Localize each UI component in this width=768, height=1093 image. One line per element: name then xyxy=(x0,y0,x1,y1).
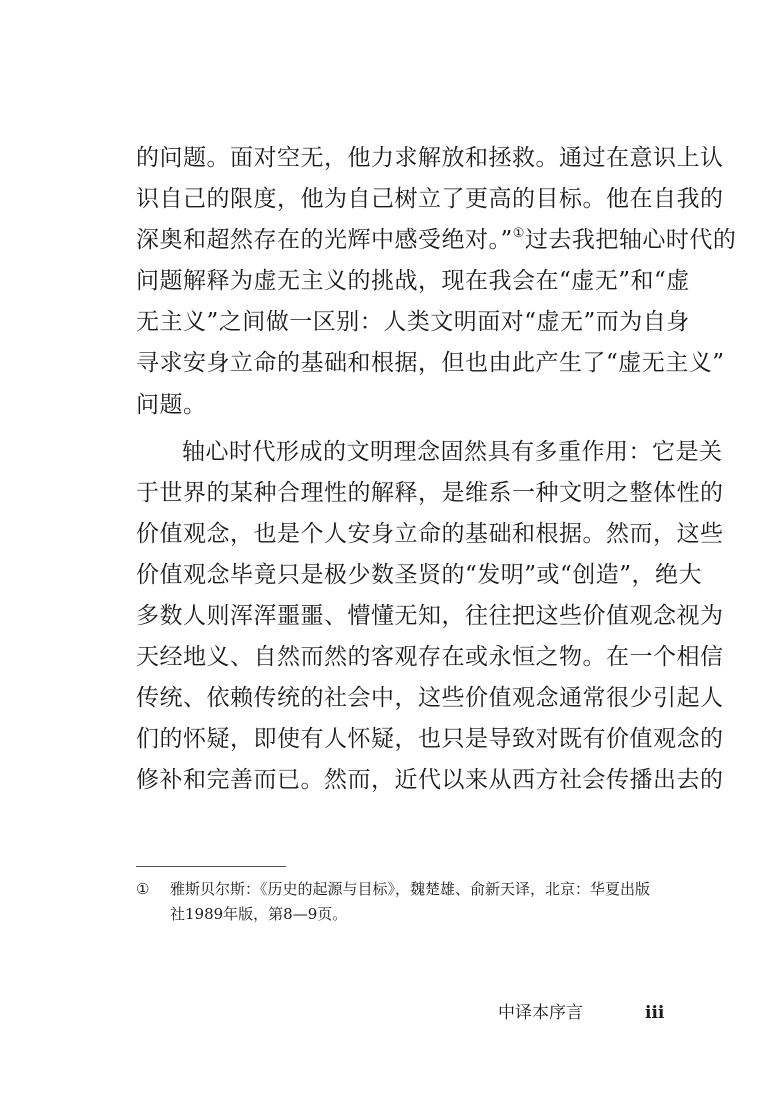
footnote xyxy=(136,877,666,927)
text-line: 传统、依赖传统的社会中，这些价值观念通常很少引起人 xyxy=(136,685,724,712)
text-line xyxy=(136,220,737,261)
text-line: 寻求安身立命的基础和根据，但也由此产生了“虚无主义” xyxy=(136,350,725,377)
text-line: 多数人则浑浑噩噩、懵懂无知，往往把这些价值观念视为 xyxy=(136,603,724,630)
text-line: 无主义”之间做一区别：人类文明面对“虚无”而为自身 xyxy=(136,309,690,336)
text-line: 于世界的某种合理性的解释，是维系一种文明之整体性的 xyxy=(136,479,724,506)
text-line: 轴心时代形成的文明理念固然具有多重作用：它是关 xyxy=(182,438,723,465)
footnote-text xyxy=(170,877,666,927)
footnote-divider xyxy=(136,866,286,867)
text-line: 问题解释为虚无主义的挑战，现在我会在“虚无”和“虚 xyxy=(136,268,690,295)
footnote-line: 雅斯贝尔斯：《历史的起源与目标》，魏楚雄、俞新天译，北京：华夏出版 xyxy=(170,880,651,898)
footnote-number: ① xyxy=(136,880,150,898)
page-number: iii xyxy=(645,1003,665,1023)
text-line-part: 深奥和超然存在的光辉中感受绝对。” xyxy=(136,227,513,254)
text-line: 的问题。面对空无，他力求解放和拯救。通过在意识上认 xyxy=(136,145,724,171)
text-line: 修补和完善而已。然而，近代以来从西方社会传播出去的 xyxy=(136,767,724,794)
text-line: 价值观念，也是个人安身立命的基础和根据。然而，这些 xyxy=(136,520,724,547)
paragraph-1 xyxy=(136,138,737,426)
paragraph-2 xyxy=(136,432,724,802)
body-text xyxy=(136,138,737,802)
text-line: 识自己的限度，他为自己树立了更高的目标。他在自我的 xyxy=(136,186,724,213)
text-line: 天经地义、自然而然的客观存在或永恒之物。在一个相信 xyxy=(136,644,724,671)
running-title: 中译本序言 xyxy=(498,1003,583,1023)
text-line-part: 过去我把轴心时代的 xyxy=(524,227,737,254)
text-line: 们的怀疑，即使有人怀疑，也只是导致对既有价值观念的 xyxy=(136,726,724,753)
text-line: 问题。 xyxy=(136,391,207,418)
footnote-reference[interactable]: ① xyxy=(512,226,525,242)
footnote-line: 社1989年版，第8—9页。 xyxy=(170,905,348,923)
text-line: 价值观念毕竟只是极少数圣贤的“发明”或“创造”，绝大 xyxy=(136,561,703,588)
